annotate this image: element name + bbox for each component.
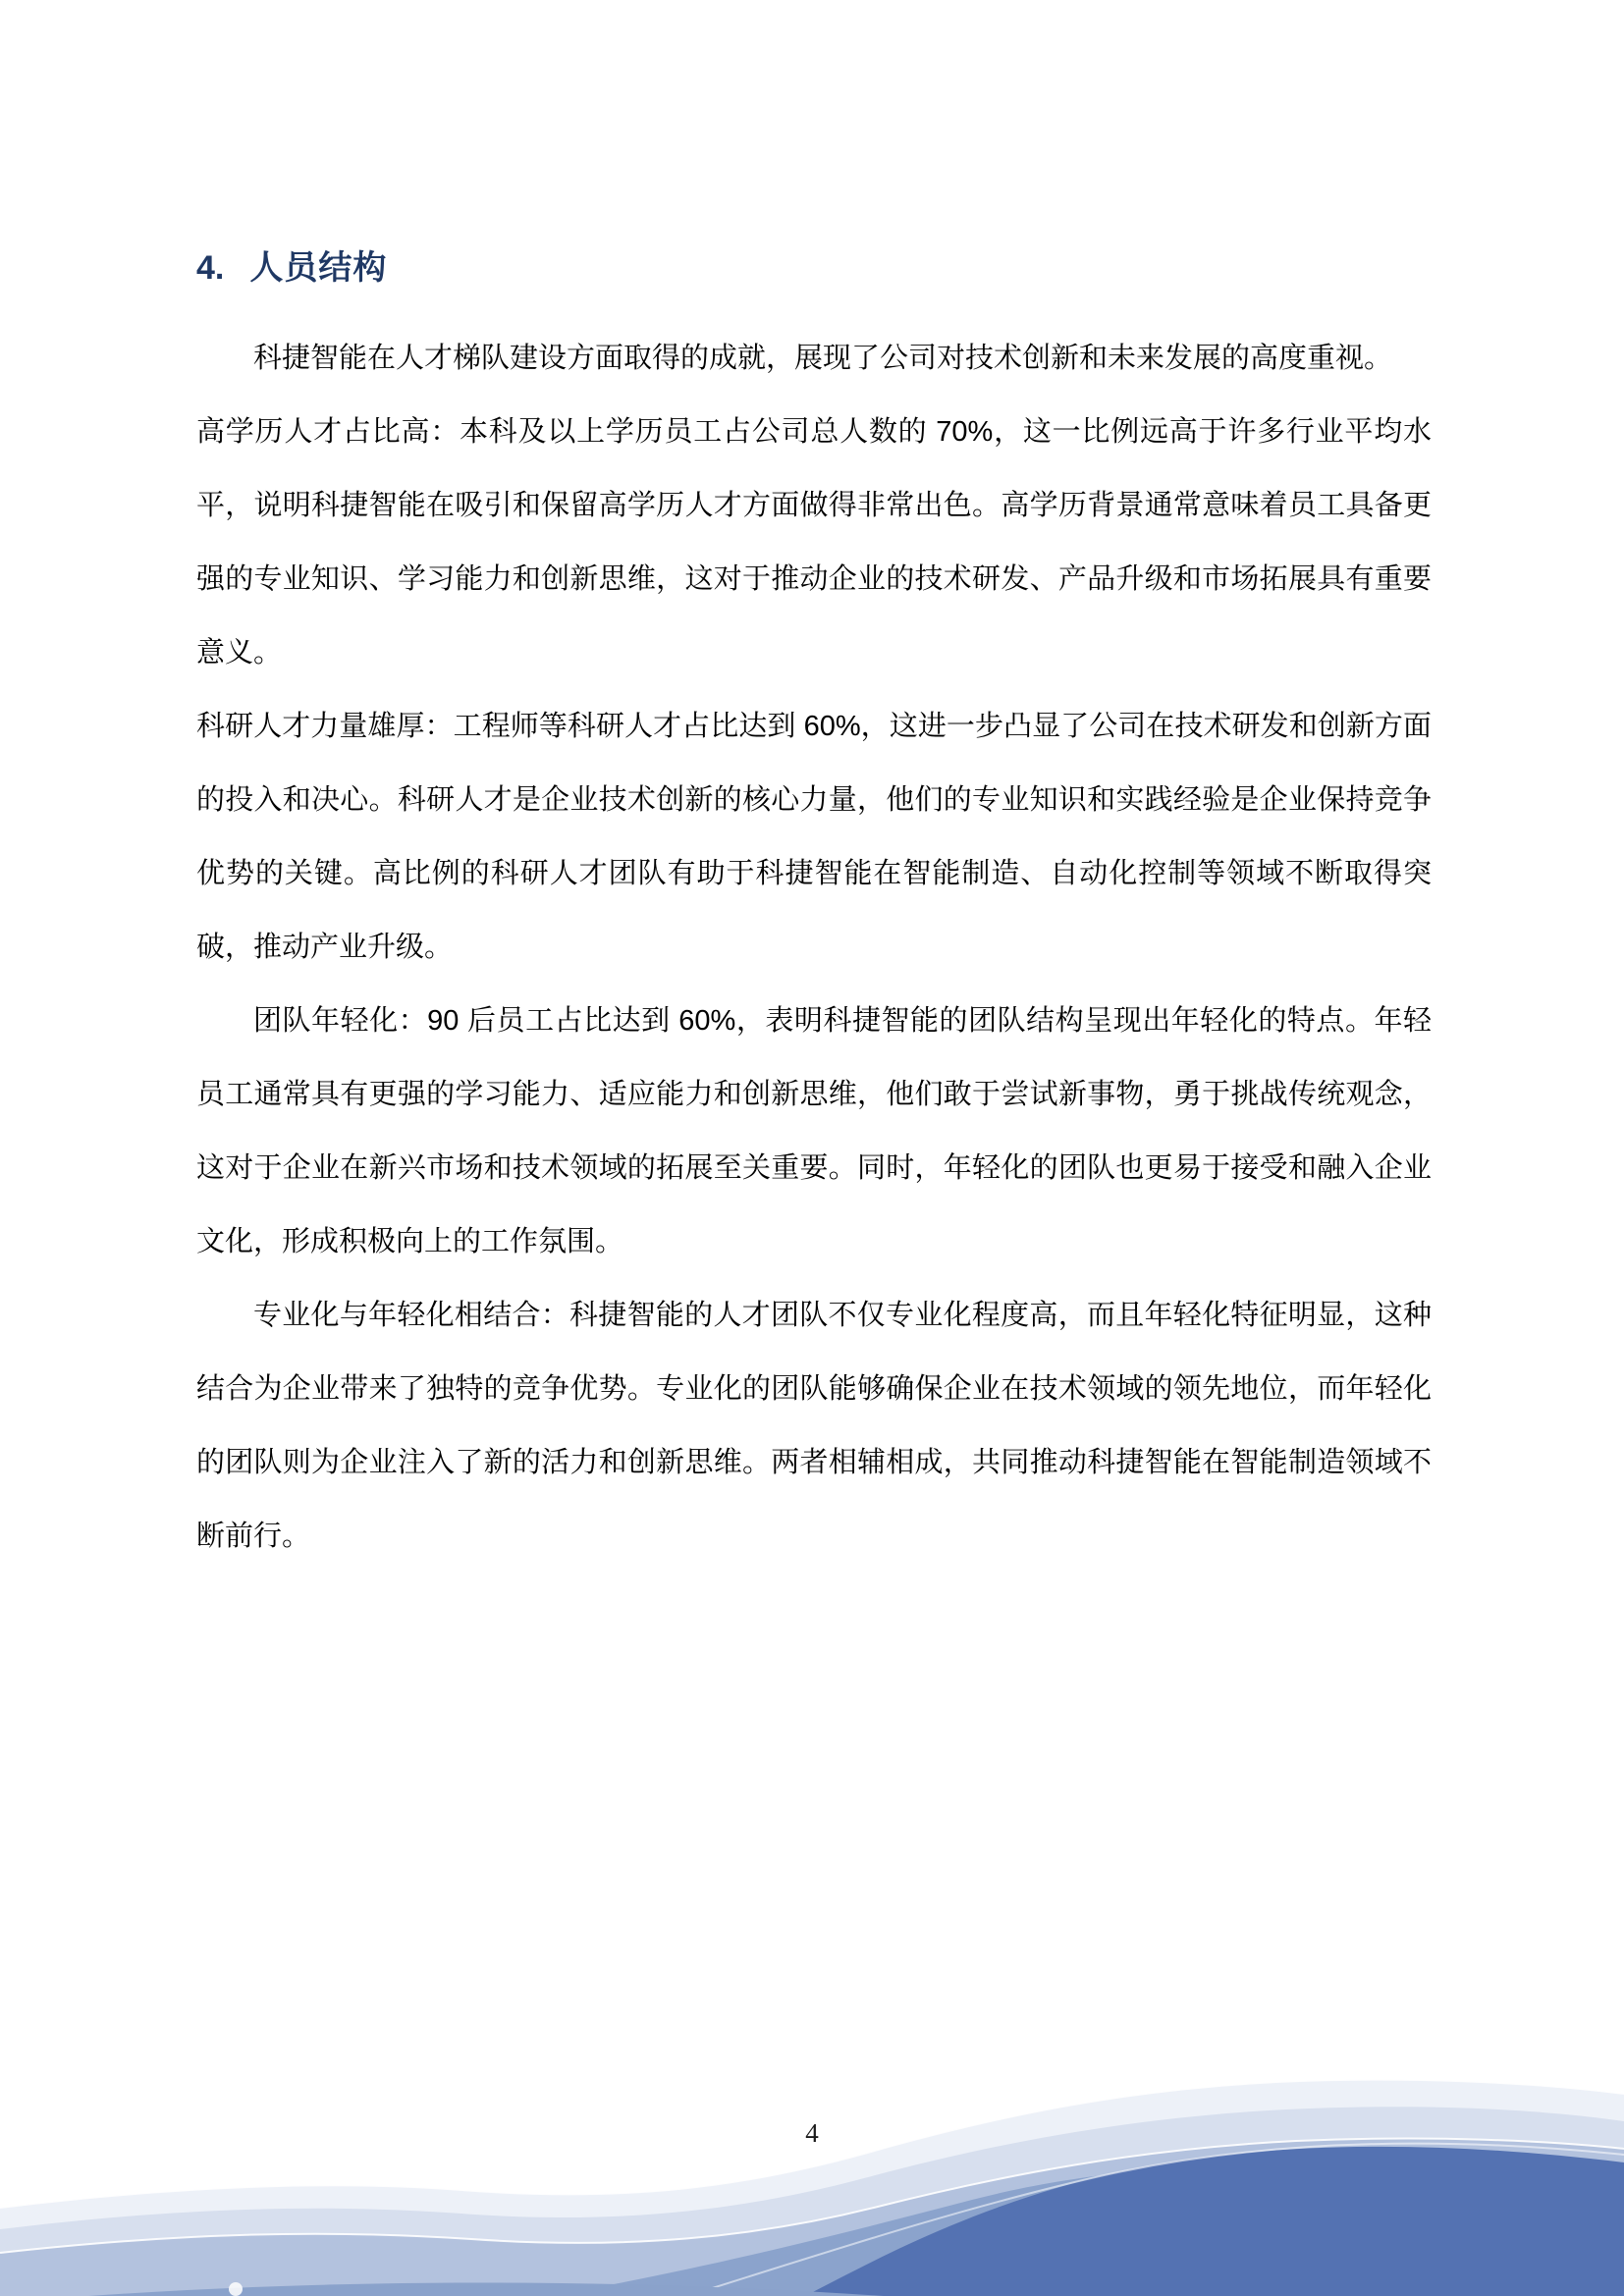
section-heading: [196, 247, 1432, 289]
paragraph: 团队年轻化：90 后员工占比达到 60%，表明科捷智能的团队结构呈现出年轻化的特点。年轻员工通常具有更强的学习能力、适应能力和创新思维，他们敢于尝试新事物，勇于挑战传统观念，这对于企业在新兴市场和技术领域的拓展至关重要。同时，年轻化的团队也更易于接受和融入企业文化，形成积极向上的工作氛围。: [196, 1005, 1432, 1257]
paragraph: 科研人才力量雄厚：工程师等科研人才占比达到 60%，这进一步凸显了公司在技术研发和创新方面的投入和决心。科研人才是企业技术创新的核心力量，他们的专业知识和实践经验是企业保持竞争优势的关键。高比例的科研人才团队有助于科捷智能在智能制造、自动化控制等领域不断取得突破，推动产业升级。: [196, 711, 1432, 963]
paragraph: 高学历人才占比高：本科及以上学历员工占公司总人数的 70%，这一比例远高于许多行业平均水平，说明科捷智能在吸引和保留高学历人才方面做得非常出色。高学历背景通常意味着员工具备更强的专业知识、学习能力和创新思维，这对于推动企业的技术研发、产品升级和市场拓展具有重要意义。: [196, 416, 1432, 668]
paragraph: 科捷智能在人才梯队建设方面取得的成就，展现了公司对技术创新和未来发展的高度重视。: [253, 343, 1393, 374]
section-title: 人员结构: [249, 249, 388, 287]
wave-dot: [229, 2282, 243, 2296]
paragraph: 专业化与年轻化相结合：科捷智能的人才团队不仅专业化程度高，而且年轻化特征明显，这种结合为企业带来了独特的竞争优势。专业化的团队能够确保企业在技术领域的领先地位，而年轻化的团队则为企业注入了新的活力和创新思维。两者相辅相成，共同推动科捷智能在智能制造领域不断前行。: [196, 1300, 1432, 1552]
section-number: 4.: [196, 249, 225, 287]
page-content: [196, 247, 1432, 1574]
page-number: 4: [805, 2118, 819, 2148]
footer-wave-graphic: [0, 2060, 1624, 2296]
body-text: [196, 322, 1432, 1574]
